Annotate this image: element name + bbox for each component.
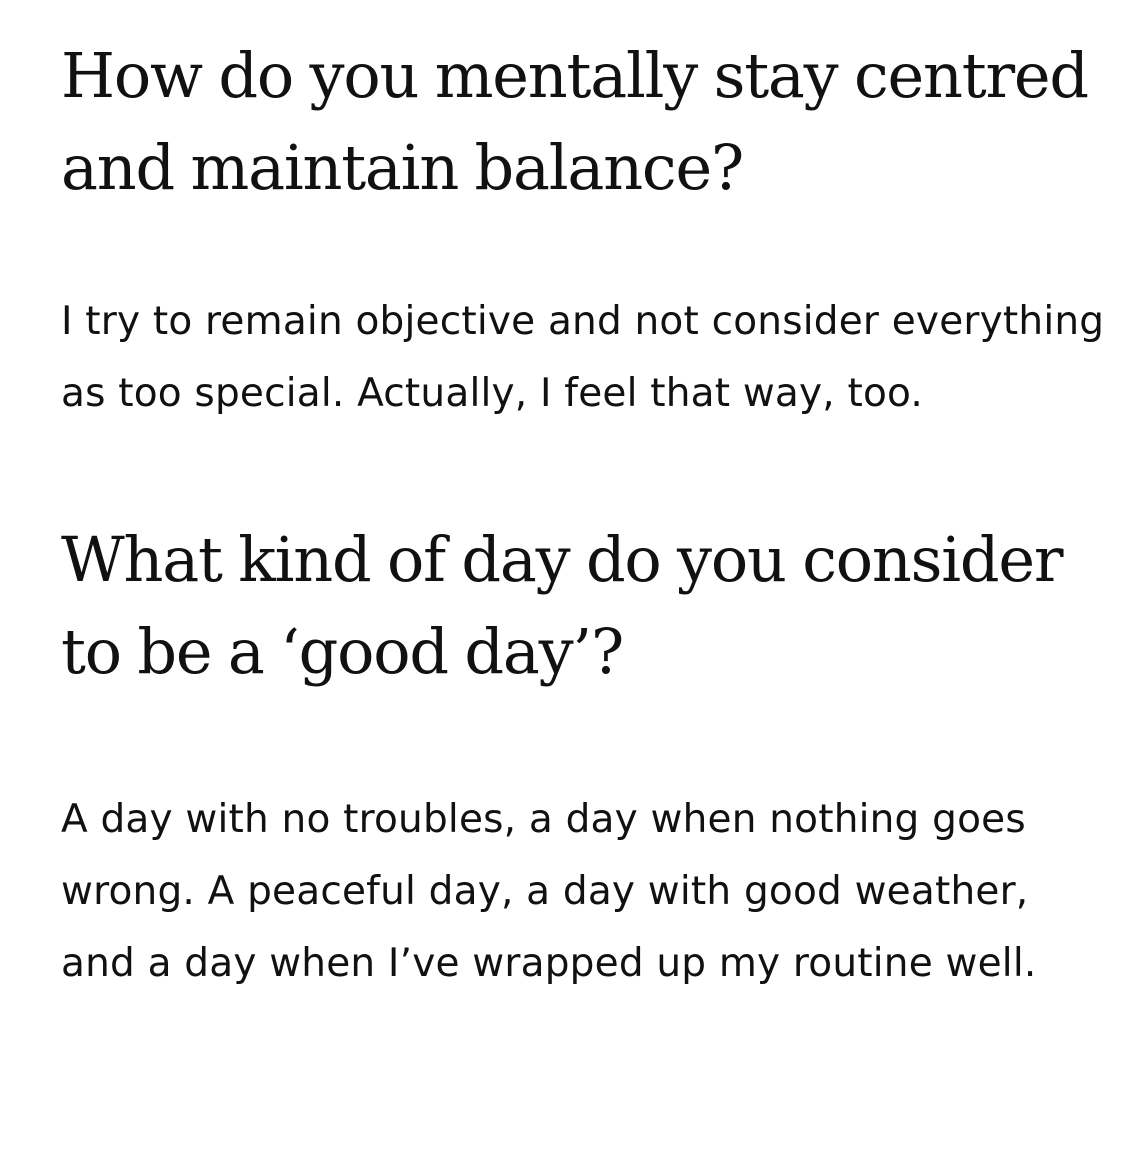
- answer-paragraph: I try to remain objective and not consider everything as too special. Actually, I feel that way, too.: [61, 299, 1105, 416]
- answer-paragraph: A day with no troubles, a day when nothing goes wrong. A peaceful day, a day with good weather, and a day when I’ve wrapped up my routine well.: [61, 797, 1037, 986]
- interview-article: [61, 30, 1111, 1000]
- qa-block: [61, 30, 1111, 430]
- qa-block: [61, 514, 1111, 1000]
- question-heading: What kind of day do you consider to be a ‘good day’?: [61, 523, 1063, 688]
- question-heading: How do you mentally stay centred and maintain balance?: [61, 39, 1088, 204]
